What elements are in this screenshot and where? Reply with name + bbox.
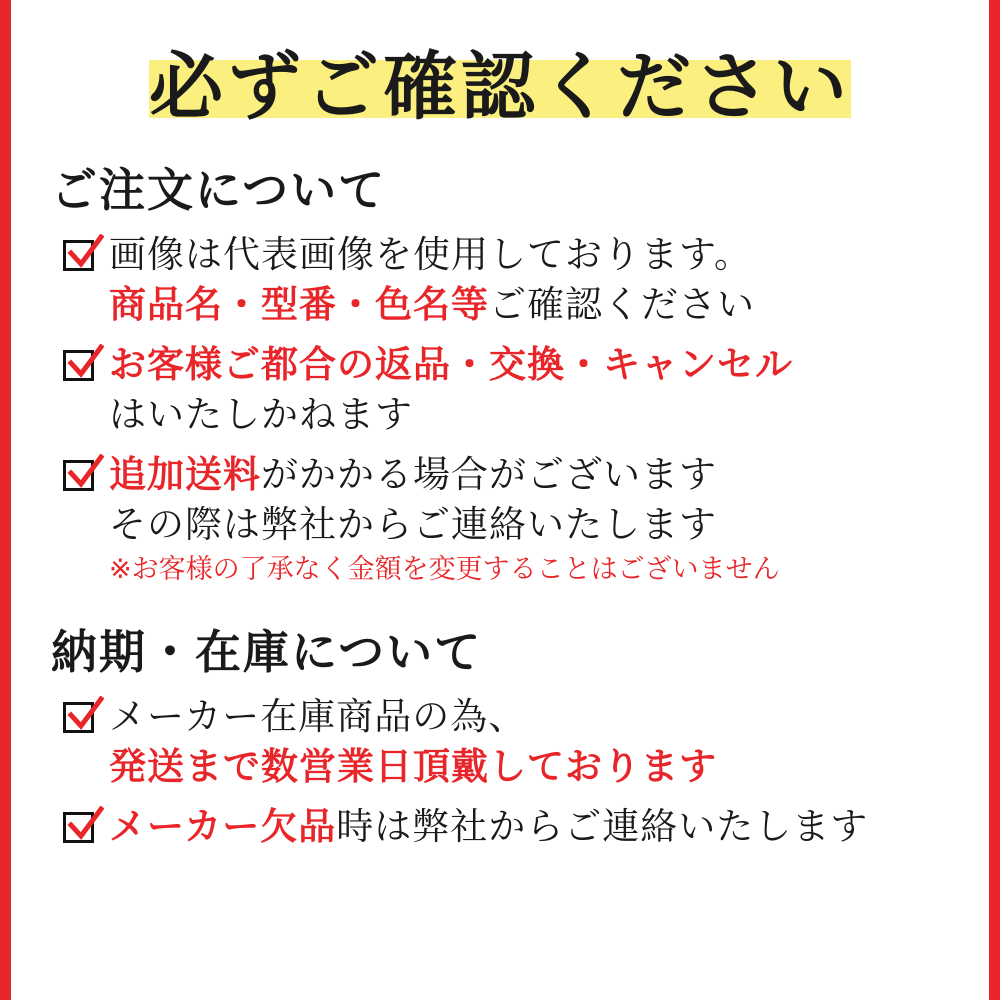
text-segment: がかかる場合がございます <box>261 453 717 496</box>
check-tick-icon <box>66 234 104 272</box>
checkmark-icon <box>61 234 103 276</box>
list-item-text <box>109 230 961 330</box>
text-segment: 画像は代表画像を使用しております。 <box>109 233 753 276</box>
text-line <box>109 230 961 280</box>
list-item <box>61 692 961 792</box>
text-line <box>109 450 961 500</box>
text-line <box>109 280 961 330</box>
list-item <box>61 802 961 852</box>
section-heading-orders: ご注文について <box>51 163 387 217</box>
text-line <box>109 390 961 440</box>
page-title <box>39 38 961 136</box>
page-title-text: 必ずご確認ください <box>149 44 851 130</box>
text-segment: その際は弊社からご連絡いたします <box>109 503 717 546</box>
text-segment: 時は弊社からご連絡いたします <box>336 805 869 848</box>
checkmark-icon <box>61 696 103 738</box>
check-tick-icon <box>66 696 104 734</box>
text-segment: はいたしかねます <box>109 393 413 436</box>
check-tick-icon <box>66 344 104 382</box>
text-segment-emphasis: 発送まで数営業日頂戴しております <box>109 745 717 788</box>
text-line-note <box>109 550 961 590</box>
checkmark-icon <box>61 806 103 848</box>
text-segment-note: ※お客様の了承なく金額を変更することはございません <box>109 554 780 585</box>
list-item-text <box>109 692 961 792</box>
list-item-text <box>109 450 961 590</box>
text-line <box>109 692 961 742</box>
text-segment-emphasis: 商品名・型番・色名等 <box>109 283 489 326</box>
check-tick-icon <box>66 454 104 492</box>
checkmark-icon <box>61 344 103 386</box>
checkmark-icon <box>61 454 103 496</box>
list-item-text <box>109 802 961 852</box>
text-segment: メーカー在庫商品の為、 <box>109 695 527 738</box>
list-item <box>61 230 961 330</box>
text-line <box>109 742 961 792</box>
check-tick-icon <box>66 806 104 844</box>
notice-content <box>11 0 989 1000</box>
text-line <box>109 340 961 390</box>
text-segment-emphasis: 追加送料 <box>109 453 261 496</box>
list-item <box>61 450 961 590</box>
text-line <box>109 802 961 852</box>
text-segment-emphasis: メーカー欠品 <box>109 805 337 848</box>
text-segment: ご確認ください <box>489 283 755 326</box>
section-heading-delivery: 納期・在庫について <box>51 625 483 679</box>
list-item <box>61 340 961 440</box>
text-segment-emphasis: お客様ご都合の返品・交換・キャンセル <box>109 343 793 386</box>
text-line <box>109 500 961 550</box>
list-item-text <box>109 340 961 440</box>
